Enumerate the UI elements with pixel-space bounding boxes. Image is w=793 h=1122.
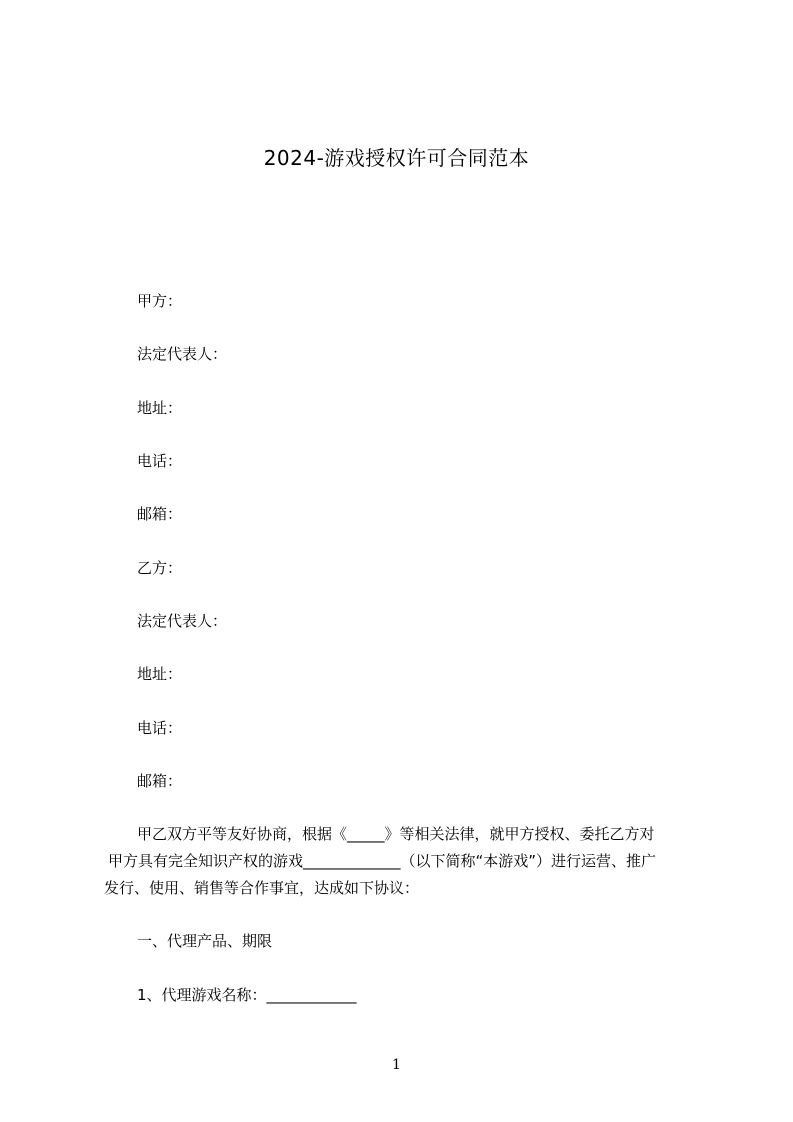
- party-a-email: 邮箱：: [137, 505, 183, 523]
- section-item: 1、代理游戏名称：____________: [137, 986, 357, 1004]
- party-b-email: 邮箱：: [137, 772, 183, 790]
- preamble-line: 甲乙双方平等友好协商，根据《_____》等相关法律，就甲方授权、委托乙方对: [137, 825, 655, 843]
- preamble-line: 发行、使用、销售等合作事宜，达成如下协议：: [104, 879, 420, 897]
- party-a-phone: 电话：: [137, 452, 183, 470]
- party-b-legal-rep: 法定代表人：: [137, 612, 228, 630]
- party-b-label: 乙方：: [137, 559, 183, 577]
- party-a-address: 地址：: [137, 399, 183, 417]
- page-number: 1: [392, 1057, 401, 1073]
- party-a-label: 甲方：: [137, 292, 183, 310]
- party-b-phone: 电话：: [137, 719, 183, 737]
- preamble-line: 甲方具有完全知识产权的游戏_____________（以下简称“本游戏”）进行运营、推广: [108, 852, 657, 870]
- party-a-legal-rep: 法定代表人：: [137, 345, 228, 363]
- document-title: 2024-游戏授权许可合同范本: [263, 146, 530, 170]
- preamble-paragraph: [104, 821, 704, 902]
- section-heading: 一、代理产品、期限: [137, 932, 273, 950]
- party-b-address: 地址：: [137, 665, 183, 683]
